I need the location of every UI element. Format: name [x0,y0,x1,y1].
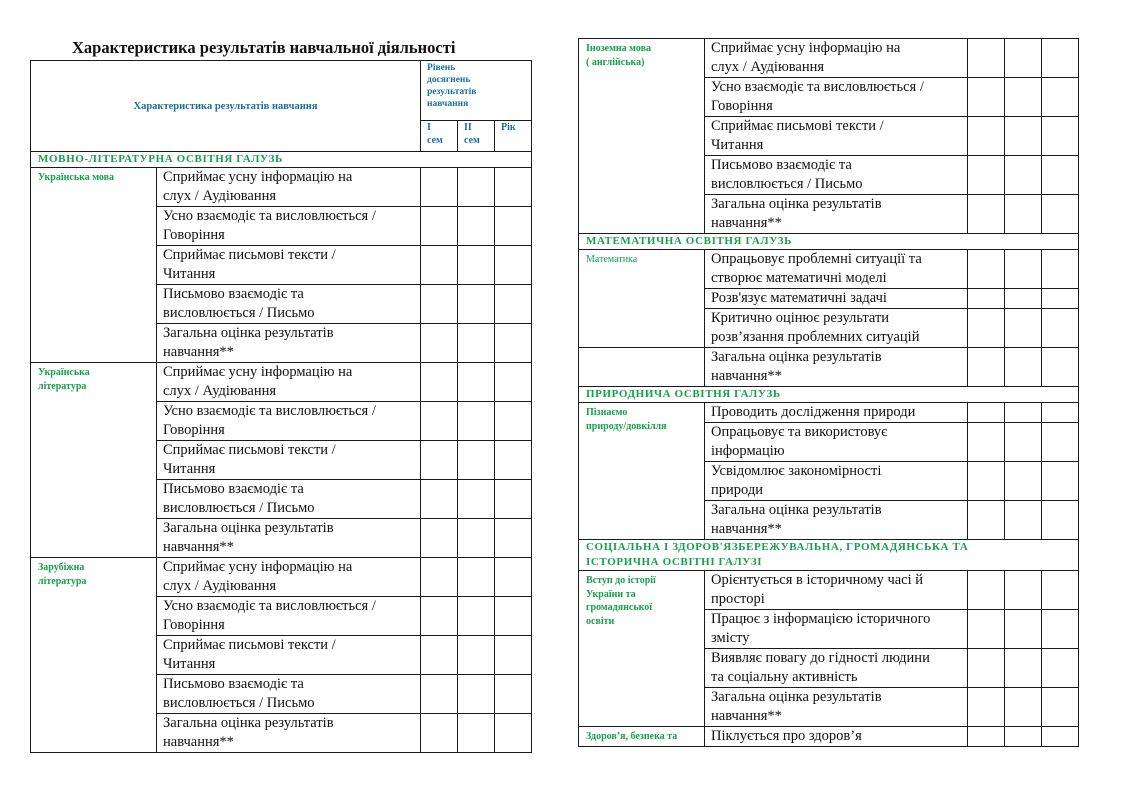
sem1-score-cell[interactable] [421,714,458,753]
text-line: Працює з інформацією історичного [711,611,931,627]
text-line: Українська мова [38,172,115,183]
text-line: Вступ до історії [586,575,656,586]
skill-description [157,168,421,207]
sem2-score-cell[interactable] [1005,289,1042,309]
skill-description [705,610,968,649]
text-line: Рівень [427,63,456,73]
text-line: ( англійська) [586,56,645,68]
area-heading: МАТЕМАТИЧНА ОСВІТНЯ ГАЛУЗЬ [579,234,1079,250]
year-score-cell[interactable] [1042,195,1079,234]
sem1-score-cell[interactable] [968,727,1005,747]
sem1-score-cell[interactable] [421,324,458,363]
skill-description [705,571,968,610]
sem1-score-cell[interactable] [421,441,458,480]
area-row [579,387,1079,403]
sem1-score-cell[interactable] [968,289,1005,309]
area-row [579,540,1079,571]
text-line: навчання** [711,368,782,384]
empty-subject-cell [579,348,705,387]
skill-description [705,156,968,195]
text-line: Сприймає усну інформацію на [163,169,353,185]
sem1-score-cell[interactable] [421,519,458,558]
sem2-score-cell[interactable] [1005,688,1042,727]
year-score-cell[interactable] [1042,727,1079,747]
sem2-score-cell[interactable] [1005,571,1042,610]
text-line: Загальна оцінка результатів [711,196,882,212]
subject-name-cell [31,558,157,753]
year-score-cell[interactable] [495,558,532,597]
skill-row [31,363,532,402]
text-line: природи [711,482,763,498]
text-line: результатів [427,87,477,97]
year-score-cell[interactable] [1042,289,1079,309]
sem2-score-cell[interactable] [458,246,495,285]
sem2-score-cell[interactable] [1005,610,1042,649]
text-line: Говоріння [711,98,773,114]
skill-row [579,250,1079,289]
sem1-header [421,121,458,152]
skill-description [157,636,421,675]
skill-description [157,246,421,285]
sem1-score-cell[interactable] [968,156,1005,195]
area-row [31,152,532,168]
skill-row [31,168,532,207]
year-header: Рік [495,121,532,152]
text-line: Опрацьовує та використовує [711,424,888,440]
text-line: висловлюється / Письмо [163,695,315,711]
text-line: розв’язання проблемних ситуацій [711,329,920,345]
text-line: слух / Аудіювання [163,188,277,204]
text-line: СОЦІАЛЬНА І ЗДОРОВ'ЯЗБЕРЕЖУВАЛЬНА, ГРОМАДЯНСЬКА ТА [586,541,969,553]
sem2-score-cell[interactable] [458,597,495,636]
text-line: Письмово взаємодіє та [163,481,304,497]
area-heading: МОВНО-ЛІТЕРАТУРНА ОСВІТНЯ ГАЛУЗЬ [31,152,532,168]
sem1-score-cell[interactable] [968,195,1005,234]
year-score-cell[interactable] [1042,78,1079,117]
sem1-score-cell[interactable] [968,348,1005,387]
text-line: Сприймає усну інформацію на [163,364,353,380]
year-score-cell[interactable] [1042,117,1079,156]
text-line: створює математичні моделі [711,270,887,286]
skill-description [157,402,421,441]
sem2-score-cell[interactable] [458,636,495,675]
sem1-score-cell[interactable] [968,610,1005,649]
text-line: висловлюється / Письмо [711,176,863,192]
text-line: Іноземна мова [586,43,652,54]
sem1-score-cell[interactable] [421,207,458,246]
text-line: Загальна оцінка результатів [711,689,882,705]
sem1-score-cell[interactable] [421,675,458,714]
sem1-score-cell[interactable] [968,403,1005,423]
skill-description [705,117,968,156]
text-line: навчання** [711,708,782,724]
text-line: Пізнаємо [586,407,628,418]
header-row [31,61,532,121]
skill-description [157,324,421,363]
skill-description [157,519,421,558]
skill-row [31,558,532,597]
skill-description [705,727,968,747]
text-line: просторі [711,591,765,607]
text-line: література [38,575,87,587]
text-line: література [38,380,87,392]
sem2-score-cell[interactable] [458,402,495,441]
text-line: Сприймає письмові тексти / [711,118,884,134]
sem1-score-cell[interactable] [968,39,1005,78]
text-line: Загальна оцінка результатів [711,349,882,365]
sem2-score-cell[interactable] [1005,501,1042,540]
subject-name-cell [31,168,157,363]
year-score-cell[interactable] [495,675,532,714]
text-line: інформацію [711,443,785,459]
year-score-cell[interactable] [495,324,532,363]
sem1-score-cell[interactable] [421,168,458,207]
year-score-cell[interactable] [495,207,532,246]
year-score-cell[interactable] [1042,39,1079,78]
year-score-cell[interactable] [495,168,532,207]
skill-description [705,688,968,727]
skill-description [157,597,421,636]
sem1-score-cell[interactable] [421,597,458,636]
skill-description [157,675,421,714]
text-line: досягнень [427,75,471,85]
year-score-cell[interactable] [1042,156,1079,195]
text-line: сем [427,135,443,146]
year-score-cell[interactable] [495,285,532,324]
sem2-score-cell[interactable] [1005,195,1042,234]
skill-description [157,714,421,753]
sem1-score-cell[interactable] [968,462,1005,501]
skill-description [157,285,421,324]
text-line: навчання** [711,521,782,537]
text-line: Розв'язує математичні задачі [711,290,887,306]
text-line: ІІ [464,122,472,133]
text-line: навчання** [163,344,234,360]
text-line: Усно взаємодіє та висловлюється / [163,208,376,224]
text-line: Усно взаємодіє та висловлюється / [163,403,376,419]
sem1-score-cell[interactable] [421,363,458,402]
year-score-cell[interactable] [495,363,532,402]
text-line: Усвідомлює закономірності [711,463,882,479]
text-line: України та [586,588,636,600]
skill-description [157,363,421,402]
text-line: та соціальну активність [711,669,858,685]
sem2-score-cell[interactable] [458,207,495,246]
text-line: Математика [586,254,638,265]
sem1-score-cell[interactable] [968,423,1005,462]
sem1-score-cell[interactable] [421,285,458,324]
sem2-score-cell[interactable] [1005,462,1042,501]
subject-name-cell [579,727,705,747]
sem2-score-cell[interactable] [458,168,495,207]
right-results-table [578,38,1079,747]
year-score-cell[interactable] [1042,348,1079,387]
year-score-cell[interactable] [1042,501,1079,540]
text-line: слух / Аудіювання [163,578,277,594]
skill-description [157,480,421,519]
text-line: Здоров’я, безпека та [586,731,678,742]
sem2-score-cell[interactable] [458,363,495,402]
skill-description [705,250,968,289]
level-header [421,61,532,121]
sem1-score-cell[interactable] [968,501,1005,540]
sem2-score-cell[interactable] [1005,117,1042,156]
sem2-score-cell[interactable] [1005,39,1042,78]
skill-description [705,423,968,462]
left-results-table [30,60,532,753]
text-line: Загальна оцінка результатів [163,715,334,731]
text-line: Сприймає письмові тексти / [163,247,336,263]
sem2-score-cell[interactable] [458,480,495,519]
year-score-cell[interactable] [495,402,532,441]
text-line: навчання** [711,215,782,231]
sem2-score-cell[interactable] [458,285,495,324]
skill-description [705,403,968,423]
sem2-score-cell[interactable] [458,519,495,558]
text-line: навчання** [163,734,234,750]
text-line: ІСТОРИЧНА ОСВІТНІ ГАЛУЗІ [586,556,763,568]
subject-name-cell [579,39,705,234]
text-line: навчання** [163,539,234,555]
text-line: Опрацьовує проблемні ситуації та [711,251,922,267]
sem2-score-cell[interactable] [1005,403,1042,423]
text-line: навчання [427,99,469,109]
text-line: Загальна оцінка результатів [163,520,334,536]
text-line: сем [464,135,480,146]
year-score-cell[interactable] [495,519,532,558]
skill-description [705,309,968,348]
year-score-cell[interactable] [495,480,532,519]
sem2-score-cell[interactable] [1005,649,1042,688]
text-line: Сприймає письмові тексти / [163,442,336,458]
skill-description [705,195,968,234]
text-line: громадянської [586,602,653,613]
skill-row [579,727,1079,747]
year-score-cell[interactable] [495,597,532,636]
text-line: Письмово взаємодіє та [163,676,304,692]
area-heading [579,540,1079,571]
year-score-cell[interactable] [1042,571,1079,610]
skill-row [579,39,1079,78]
text-line: Орієнтується в історичному часі й [711,572,924,588]
year-score-cell[interactable] [495,246,532,285]
text-line: змісту [711,630,750,646]
sem2-score-cell[interactable] [1005,250,1042,289]
text-line: слух / Аудіювання [163,383,277,399]
sem2-score-cell[interactable] [1005,156,1042,195]
area-row [579,234,1079,250]
text-line: слух / Аудіювання [711,59,825,75]
text-line: Говоріння [163,617,225,633]
text-line: Проводить дослідження природи [711,404,916,420]
sem2-score-cell[interactable] [1005,348,1042,387]
year-score-cell[interactable] [1042,423,1079,462]
area-heading: ПРИРОДНИЧА ОСВІТНЯ ГАЛУЗЬ [579,387,1079,403]
text-line: Усно взаємодіє та висловлюється / [711,79,924,95]
sem1-score-cell[interactable] [421,402,458,441]
text-line: Читання [163,266,216,282]
year-score-cell[interactable] [495,441,532,480]
text-line: висловлюється / Письмо [163,500,315,516]
year-score-cell[interactable] [1042,649,1079,688]
sem1-score-cell[interactable] [968,309,1005,348]
text-line: Усно взаємодіє та висловлюється / [163,598,376,614]
sem2-score-cell[interactable] [1005,78,1042,117]
characteristic-header: Характеристика результатів навчання [31,61,421,152]
skill-description [157,441,421,480]
text-line: Читання [163,656,216,672]
year-score-cell[interactable] [1042,403,1079,423]
skill-row [579,403,1079,423]
sem2-score-cell[interactable] [458,675,495,714]
subject-name-cell [579,571,705,727]
sem2-score-cell[interactable] [458,441,495,480]
text-line: Читання [163,461,216,477]
sem1-score-cell[interactable] [968,78,1005,117]
text-line: Критично оцінює результати [711,310,890,326]
text-line: Сприймає усну інформацію на [163,559,353,575]
text-line: Виявляє повагу до гідності людини [711,650,930,666]
text-line: Сприймає письмові тексти / [163,637,336,653]
text-line: Загальна оцінка результатів [163,325,334,341]
skill-description [157,558,421,597]
text-line: Письмово взаємодіє та [163,286,304,302]
skill-row [579,571,1079,610]
year-score-cell[interactable] [1042,250,1079,289]
skill-description [705,501,968,540]
year-score-cell[interactable] [1042,688,1079,727]
text-line: І [427,122,431,133]
sem1-score-cell[interactable] [421,246,458,285]
sem1-score-cell[interactable] [968,117,1005,156]
subject-name-cell [579,250,705,348]
sem1-score-cell[interactable] [421,636,458,675]
year-score-cell[interactable] [495,714,532,753]
skill-description [705,39,968,78]
sem1-score-cell[interactable] [968,688,1005,727]
text-line: Зарубіжна [38,562,85,573]
text-line: Говоріння [163,227,225,243]
skill-description [705,649,968,688]
page-title: Характеристика результатів навчальної діяльності [72,38,456,57]
text-line: освіти [586,615,615,627]
sem1-score-cell[interactable] [421,480,458,519]
sem2-score-cell[interactable] [458,714,495,753]
sem2-score-cell[interactable] [1005,423,1042,462]
sem2-header [458,121,495,152]
subject-name-cell [31,363,157,558]
year-score-cell[interactable] [1042,610,1079,649]
text-line: Говоріння [163,422,225,438]
sem2-score-cell[interactable] [1005,727,1042,747]
year-score-cell[interactable] [495,636,532,675]
skill-description [157,207,421,246]
skill-description [705,289,968,309]
skill-row [579,348,1079,387]
year-score-cell[interactable] [1042,309,1079,348]
sem2-score-cell[interactable] [458,558,495,597]
text-line: висловлюється / Письмо [163,305,315,321]
sem1-score-cell[interactable] [421,558,458,597]
text-line: природу/довкілля [586,420,667,432]
sem1-score-cell[interactable] [968,649,1005,688]
text-line: Читання [711,137,764,153]
sem1-score-cell[interactable] [968,571,1005,610]
sem2-score-cell[interactable] [458,324,495,363]
text-line: Українська [38,367,90,378]
text-line: Сприймає усну інформацію на [711,40,901,56]
text-line: Письмово взаємодіє та [711,157,852,173]
text-line: Піклується про здоров’я [711,728,862,744]
skill-description [705,348,968,387]
sem2-score-cell[interactable] [1005,309,1042,348]
subject-name-cell [579,403,705,540]
skill-description [705,462,968,501]
skill-description [705,78,968,117]
year-score-cell[interactable] [1042,462,1079,501]
sem1-score-cell[interactable] [968,250,1005,289]
text-line: Загальна оцінка результатів [711,502,882,518]
